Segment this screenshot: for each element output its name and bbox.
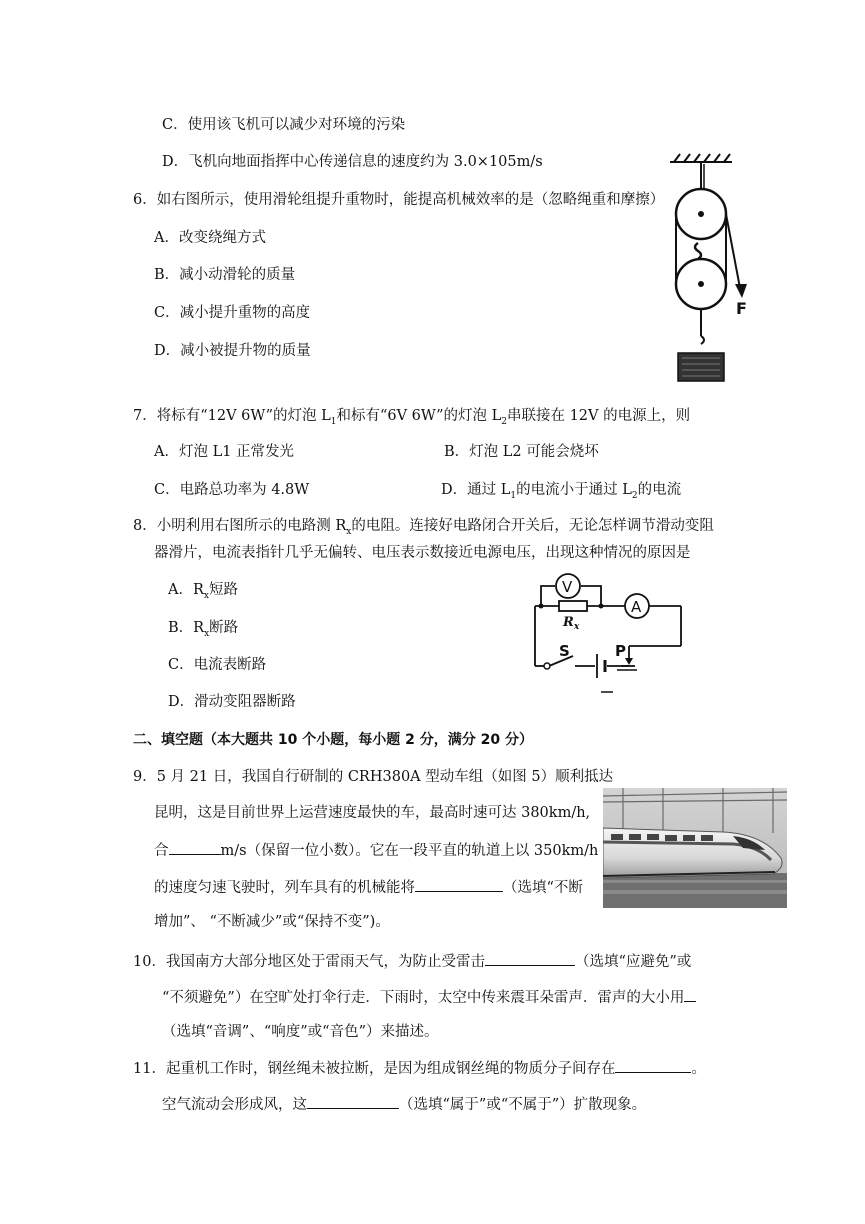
voltmeter-label: V	[562, 578, 573, 596]
q8-stem-line2: 器滑片，电流表指针几乎无偏转、电压表示数接近电源电压，出现这种情况的原因是	[154, 545, 691, 561]
q8-option-d: D．滑动变阻器断路	[168, 694, 296, 710]
section-heading: 二、填空题（本大题共 10 个小题，每小题 2 分，满分 20 分）	[133, 732, 533, 748]
q11-blank-1[interactable]	[615, 1057, 691, 1073]
q6-option-d: D．减小被提升物的质量	[154, 343, 311, 359]
ammeter-label: A	[631, 598, 642, 616]
pull-rope	[726, 214, 740, 288]
switch-label: S	[559, 642, 570, 660]
q9-line5: 增加”、 “不断减少”或“保持不变”)。	[154, 914, 390, 930]
slider-label: P	[615, 642, 626, 660]
q6-stem: 6．如右图所示，使用滑轮组提升重物时，能提高机械效率的是（忽略绳重和摩擦）	[133, 192, 665, 208]
pulley-figure	[664, 148, 764, 388]
q6-option-a: A．改变绕绳方式	[154, 230, 266, 246]
q9-blank-1[interactable]	[169, 839, 221, 855]
slider-arrow	[625, 658, 633, 665]
q9-line2: 昆明，这是目前世界上运营速度最快的车，最高时速可达 380km/h,	[154, 805, 591, 821]
load-block	[678, 353, 724, 381]
q5-option-c: C．使用该飞机可以减少对环境的污染	[162, 117, 406, 133]
force-arrow	[735, 284, 747, 298]
q7-option-d: D．通过 $L_1$的电流小于通过 $L_2$的电流	[441, 482, 682, 501]
q8-option-b: B．$R_x$断路	[168, 620, 239, 639]
q8-option-c: C．电流表断路	[168, 657, 267, 673]
ceiling-hatch	[670, 154, 732, 162]
q7-option-b: B．灯泡 L2 可能会烧坏	[444, 444, 599, 460]
q9-line3: 合 m/s（保留一位小数）。它在一段平直的轨道上以 350km/h	[154, 839, 598, 861]
train-photo	[603, 788, 787, 908]
q5-option-d: D．飞机向地面指挥中心传递信息的速度约为 3.0×105m/s	[162, 154, 543, 170]
q8-stem: 8．小明利用右图所示的电路测 $R_x$的电阻。连接好电路闭合开关后，无论怎样调节滑动变阻	[133, 518, 714, 537]
q9-line1: 9．5 月 21 日，我国自行研制的 CRH380A 型动车组（如图 5）顺利抵达	[133, 769, 614, 785]
q7-option-c: C．电路总功率为 4.8W	[154, 482, 310, 498]
q10-line3: （选填“音调”、“响度”或“音色”）来描述。	[162, 1024, 439, 1040]
q9-line4: 的速度匀速飞驶时，列车具有的机械能将 （选填“不断	[154, 876, 583, 898]
q10-line2: “不须避免”）在空旷处打伞行走．下雨时，太空中传来震耳朵雷声．雷声的大小用	[162, 986, 696, 1008]
resistor-rx	[559, 601, 587, 611]
resistor-label: $R_x$	[563, 615, 580, 632]
q11-line1: 11．起重机工作时，钢丝绳未被拉断，是因为组成钢丝绳的物质分子间存在 。	[133, 1057, 706, 1079]
q6-option-b: B．减小动滑轮的质量	[154, 267, 296, 283]
q10-blank-1[interactable]	[485, 950, 575, 966]
circuit-figure	[525, 570, 690, 700]
q7-option-a: A．灯泡 L1 正常发光	[154, 444, 295, 460]
q7-stem: 7．将标有“12V 6W”的灯泡 $L_1$和标有“6V 6W”的灯泡 $L_2$串联接在 12V 的电源上，则	[133, 408, 691, 427]
q6-option-c: C．减小提升重物的高度	[154, 305, 311, 321]
q8-option-a: A．$R_x$短路	[168, 582, 238, 601]
q10-line1: 10．我国南方大部分地区处于雷雨天气，为防止受雷击 （选填“应避免”或	[133, 950, 691, 972]
force-label: F	[736, 299, 747, 318]
q9-blank-2[interactable]	[415, 876, 503, 892]
q11-blank-2[interactable]	[307, 1093, 399, 1109]
q10-blank-2[interactable]	[684, 986, 696, 1002]
q11-line2: 空气流动会形成风，这 （选填“属于”或“不属于”）扩散现象。	[162, 1093, 646, 1115]
